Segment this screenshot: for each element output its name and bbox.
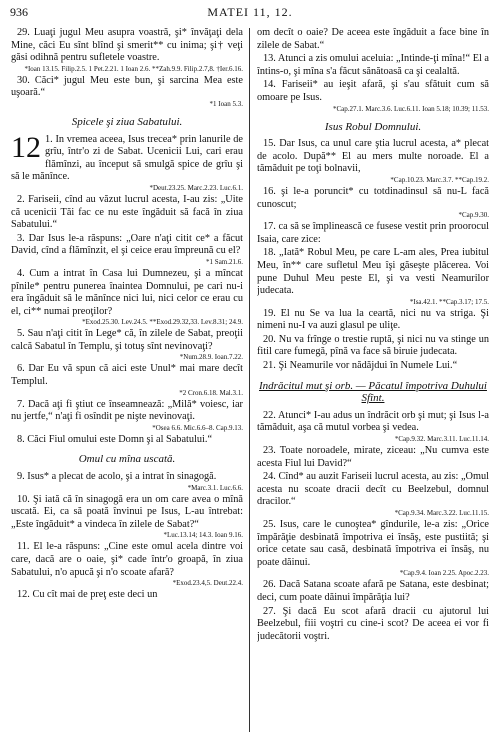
verse-30: 30. Căci* jugul Meu este bun, şi sarcina Mea este uşoară.“ *1 Ioan 5.3. [11,74,243,108]
column-divider [249,28,250,732]
page-header [0,0,500,26]
footnote: *2 Cron.6.18. Mal.3.1. [179,388,243,397]
verse-12: 12. Cu cît mai de preţ este deci un [17,589,158,601]
footnote: *Osea 6.6. Mic.6.6–8. Cap.9.13. [152,423,243,432]
verse-19: 19. El nu Se va lua la ceartă, nici nu va striga. Şi nimeni nu-I va auzi glasul pe uliţe. [257,307,489,332]
verse-21: 21. Şi Neamurile vor nădăjdui în Numele Lui.“ [263,360,458,372]
verse-10: 10. Şi iată că în sinagogă era un om care avea o mînă uscată. Ei, ca să poată învinui pe Isus, L-au întrebat: „Este îngăduit* a vindeca în zilele de Sabat?“ *Luc.13.14; 14.3. Ioan 9.16. [11,493,243,540]
footnote: *Cap.10.23. Marc.3.7. **Cap.19.2. [390,175,489,184]
verse-12-continued: om decît o oaie? De aceea este îngăduit a face bine în zilele de Sabat.“ [257,27,489,51]
verse-3: 3. Dar Isus le-a răspuns: „Oare n'aţi citit ce* a făcut David, cînd a flămînzit, el şi ceice erau împreună cu el? *1 Sam.21.6. [11,232,243,266]
footnote: *1 Sam.21.6. [206,257,243,266]
verse-22: 22. Atunci* I-au adus un îndrăcit orb şi mut; şi Isus l-a tămăduit, aşa că mutul vorbea şi vedea. *Cap.9.32. Marc.3.11. Luc.11.14. [257,409,489,444]
footnote: *1 Ioan 5.3. [209,99,243,108]
section-heading: Omul cu mîna uscată. [78,453,176,466]
verse-16: 16. şi le-a poruncit* cu totdinadinsul să nu-L facă cunoscut; *Cap.9.30. [257,185,489,220]
verse-13: 13. Atunci a zis omului aceluia: „Intinde-ţi mîna!“ El a întins-o, şi mîna s'a făcut sănătoasă ca şi cealaltă. [257,53,489,77]
verse-23: 23. Toate noroadele, mirate, ziceau: „Nu cumva este acesta Fiul lui David?“ [257,445,489,469]
verse-14: 14. Fariseii* au ieşit afară, şi s'au sfătuit cum să omoare pe Isus. *Cap.27.1. Marc.3.6. Luc.6.11. Ioan 5.18; 10.39; 11.53. [257,79,489,113]
verse-1: 12 1. In vremea aceea, Isus trecea* prin lanurile de grîu, într'o zi de Sabat. Ucenicii Lui, cari erau flămînzi, au început să smulgă spice de grîu şi să le mănînce. *Deut.23.25. Marc.2.23. Luc.6.1. [11,130,243,192]
section-heading: Isus Robul Domnului. [324,120,422,133]
left-column [11,27,243,732]
verse-24: 24. Cînd* au auzit Fariseii lucrul acesta, au zis: „Omul acesta nu scoate dracii decît cu Beelzebul, domnul dracilor.“ *Cap.9.34. Marc.3.22. Luc.11.15. [257,471,489,517]
footnote: *Cap.9.34. Marc.3.22. Luc.11.15. [394,509,489,517]
footnote: *Exod.25.30. Lev.24.5. **Exod.29.32,33. Lev.8.31; 24.9. [82,318,243,327]
footnote: *Cap.27.1. Marc.3.6. Luc.6.11. Ioan 5.18; 10.39; 11.53. [333,104,489,113]
section-heading: Spicele şi ziua Sabatului. [71,115,183,128]
verse-4: 4. Cum a intrat în Casa lui Dumnezeu, şi a mîncat pînile* pentru punerea înaintea Domnului, pe cari nu-i era îngăduit să le mănînce nici lui, nici celor ce erau cu el, ci** numai preoţilor? *Exod.25.30. Lev.24.5. **Exod.29.32,33. Lev.8.31; 24.9. [11,267,243,327]
right-column [257,27,489,732]
page-number: 936 [10,5,28,19]
verse-27: 27. Şi dacă Eu scot afară dracii cu ajutorul lui Beelzebul, fiii voştri cu cine-i scot? De aceea ei vor fi judecătorii voştri. [257,605,489,642]
verse-8: 8. Căci Fiul omului este Domn şi al Sabatului.“ [17,433,213,445]
verse-6: 6. Dar Eu vă spun că aici este Unul* mai mare decît Templul. *2 Cron.6.18. Mal.3.1. [11,363,243,397]
footnote: *Deut.23.25. Marc.2.23. Luc.6.1. [149,183,243,192]
verse-26: 26. Dacă Satana scoate afară pe Satana, este desbinat; deci, cum poate dăinui împărăţia lui? [257,579,489,603]
verse-29: 29. Luaţi jugul Meu asupra voastră, şi* învăţaţi dela Mine, căci Eu sînt blînd şi smerit** cu inima; şi† veţi găsi odihnă pentru sufletele voastre. *Ioan 13.15. Filip.2.5. 1 Pet.2.21. 1 Ioan 2.6. **Zah.9.9. Filip.2.7,8. †Ier.6.16. [11,27,243,73]
verse-15: 15. Dar Isus, ca unul care ştia lucrul acesta, a* plecat de acolo. După** El au mers multe noroade. El a tămăduit pe toţi bolnavii, *Cap.10.23. Marc.3.7. **Cap.19.2. [257,138,489,184]
chapter-number: 12 [11,130,41,164]
verse-9: 9. Isus* a plecat de acolo, şi a intrat în sinagogă. *Marc.3.1. Luc.6.6. [11,471,243,493]
footnote: *Luc.13.14; 14.3. Ioan 9.16. [163,531,243,540]
footnote: *Cap.9.30. [458,211,489,220]
footnote: *Ioan 13.15. Filip.2.5. 1 Pet.2.21. 1 Ioan 2.6. **Zah.9.9. Filip.2.7,8. †Ier.6.16. [24,64,243,73]
verse-11: 11. El le-a răspuns: „Cine este omul acela dintre voi care, dacă are o oaie, şi* cade într'o groapă, în ziua Sabatului, n'o apucă şi n'o scoate afară? *Exod.23.4,5. Deut.22.4. [11,541,243,588]
footnote: *Num.28.9. Ioan.7.22. [179,353,243,362]
verse-20: 20. Nu va frînge o trestie ruptă, şi nici nu va stinge un fitil care fumegă, pînă va face să biruie judecata. [257,333,489,358]
verse-25: 25. Isus, care le cunoştea* gîndurile, le-a zis: „Orice împărăţie desbinată împotriva ei însăş, este pustiită; şi orice cetate sau casă, desbinată împotriva ei însăş, nu poate dăinui. *Cap.9.4. Ioan 2.25. Apoc.2.23. [257,519,489,578]
footnote: *Marc.3.1. Luc.6.6. [187,483,243,492]
verse-7: 7. Dacă aţi fi ştiut ce înseamnează: „Milă* voiesc, iar nu jertfe,“ n'aţi fi osîndit pe nişte nevinovaţi. *Osea 6.6. Mic.6.6–8. Cap.9.13. [11,398,243,432]
section-heading: Indrăcitul mut şi orb. — Păcatul împotriva Duhului Sfînt. [259,379,487,405]
verse-5: 5. Sau n'aţi citit în Lege* că, în zilele de Sabat, preoţii calcă Sabatul în Templu, şi totuş sînt nevinovaţi? *Num.28.9. Ioan.7.22. [11,328,243,362]
footnote: *Exod.23.4,5. Deut.22.4. [172,579,243,588]
verse-2: 2. Fariseii, cînd au văzut lucrul acesta, I-au zis: „Uite că ucenicii Tăi fac ce nu este îngăduit să facă în ziua Sabatului.“ [11,193,243,231]
footnote: *Cap.9.32. Marc.3.11. Luc.11.14. [394,435,489,444]
footnote: *Cap.9.4. Ioan 2.25. Apoc.2.23. [399,569,489,578]
footnote: *Isa.42.1. **Cap.3.17; 17.5. [409,297,489,306]
verse-17: 17. ca să se împlinească ce fusese vestit prin proorocul Isaia, care zice: [257,221,489,245]
running-title: MATEI 11, 12. [207,5,293,19]
verse-18: 18. „Iată* Robul Meu, pe care L-am ales, Prea iubitul Meu, în** care sufletul Meu îşi găseşte plăcerea. Voi pune Duhul Meu peste El, şi va vesti Neamurilor judecata. *Isa.42.1. **Cap.3.17; 17.5. [257,247,489,306]
